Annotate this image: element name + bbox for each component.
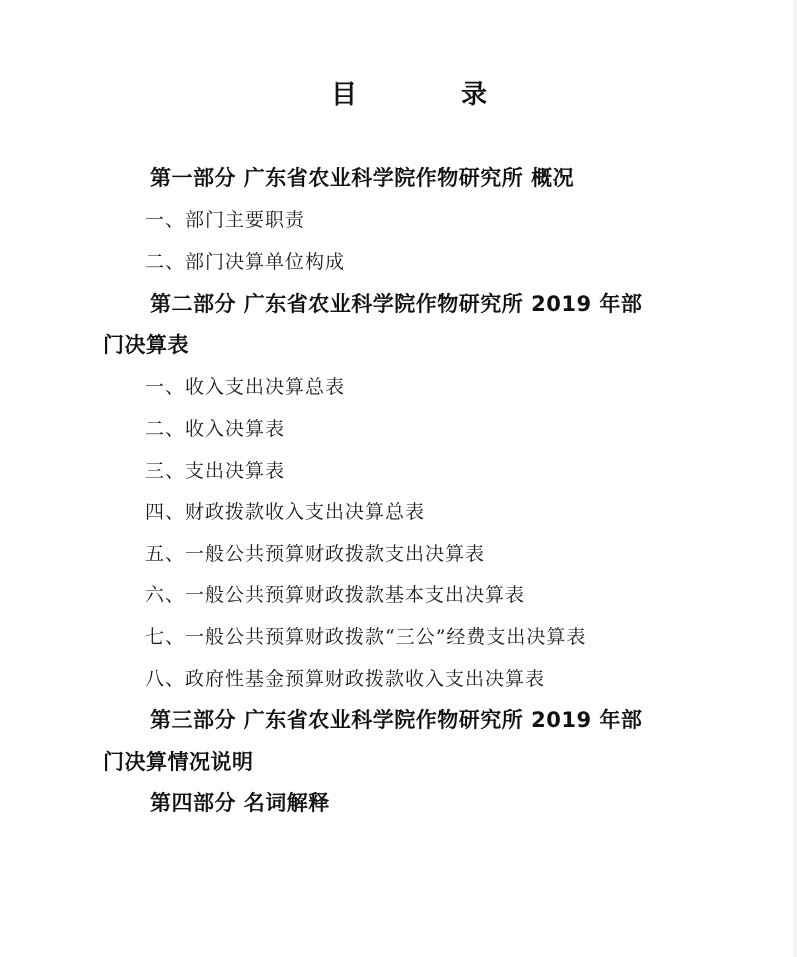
- toc-item[interactable]: 七、一般公共预算财政拨款“三公”经费支出决算表: [145, 626, 587, 648]
- toc-item[interactable]: 六、一般公共预算财政拨款基本支出决算表: [145, 584, 526, 606]
- toc-item[interactable]: 八、政府性基金预算财政拨款收入支出决算表: [145, 668, 546, 690]
- toc-item[interactable]: 一、收入支出决算总表: [145, 376, 346, 398]
- toc-item[interactable]: 二、收入决算表: [145, 418, 286, 440]
- toc-title-char-2: 录: [461, 80, 488, 110]
- toc-part-3-heading-line-1[interactable]: 第三部分 广东省农业科学院作物研究所 2019 年部: [150, 708, 643, 732]
- toc-item[interactable]: 二、部门决算单位构成: [145, 251, 346, 273]
- toc-part-4-heading[interactable]: 第四部分 名词解释: [150, 791, 330, 815]
- toc-part-2-heading-line-2[interactable]: 门决算表: [103, 333, 189, 357]
- page-edge: [793, 0, 797, 957]
- toc-part-2-heading-line-1[interactable]: 第二部分 广东省农业科学院作物研究所 2019 年部: [150, 292, 643, 316]
- toc-item[interactable]: 三、支出决算表: [145, 460, 286, 482]
- toc-part-1-heading[interactable]: 第一部分 广东省农业科学院作物研究所 概况: [150, 166, 575, 190]
- toc-title: [0, 74, 793, 114]
- toc-title-char-1: 目: [331, 80, 358, 110]
- toc-item[interactable]: 五、一般公共预算财政拨款支出决算表: [145, 543, 486, 565]
- toc-item[interactable]: 一、部门主要职责: [145, 209, 306, 231]
- toc-part-3-heading-line-2[interactable]: 门决算情况说明: [103, 750, 254, 774]
- toc-item[interactable]: 四、财政拨款收入支出决算总表: [145, 501, 426, 523]
